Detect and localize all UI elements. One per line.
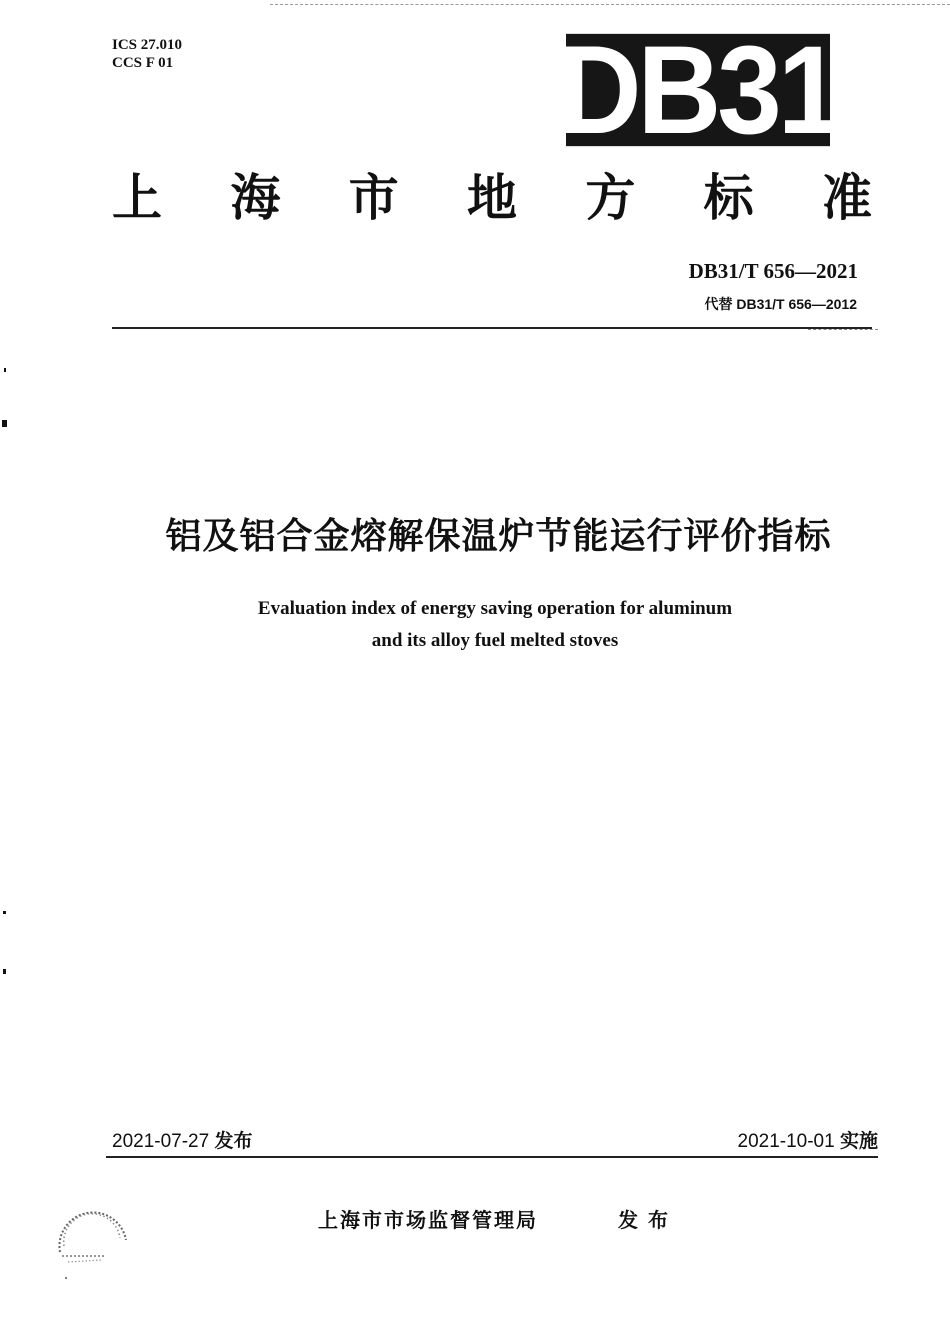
standard-number: DB31/T 656—2021 [688, 259, 858, 283]
ccs-code: CCS F 01 [112, 55, 174, 71]
document-title-en [0, 593, 950, 657]
publish-date: 2021-07-27 [112, 1131, 210, 1152]
scan-speck [4, 368, 6, 372]
publish-label: 发布 [214, 1130, 253, 1152]
standard-type-char: 标 [703, 169, 754, 227]
scan-speck [3, 969, 6, 974]
standard-type-char: 上 [112, 169, 162, 227]
footer-divider [106, 1156, 878, 1158]
ics-code: ICS 27.010 [112, 37, 183, 53]
issuing-authority: 上海市市场监督管理局 [318, 1208, 538, 1232]
document-title-zh: 铝及铝合金熔解保温炉节能运行评价指标 [165, 516, 832, 557]
standard-type-char: 地 [466, 169, 517, 227]
title-en-line-2: and its alloy fuel melted stoves [371, 630, 619, 651]
scan-speck [3, 911, 6, 914]
publish-date-line [112, 1126, 253, 1153]
header-divider [112, 327, 872, 329]
implement-date-line [738, 1126, 879, 1153]
replaces-standard: 代替 DB31/T 656—2012 [704, 296, 857, 312]
standard-type-char: 市 [348, 169, 399, 227]
top-dashed-edge [270, 4, 950, 5]
scan-speck [2, 420, 7, 427]
db31-logo [557, 19, 839, 161]
seal-stamp-icon [48, 1196, 138, 1286]
classification-codes [112, 36, 182, 72]
standard-type-char: 海 [230, 169, 281, 227]
implement-label: 实施 [839, 1130, 878, 1152]
title-en-line-1: Evaluation index of energy saving operation for aluminum [257, 598, 733, 619]
standard-type-char: 方 [585, 169, 636, 227]
db31-logo-text: DB31 [557, 19, 839, 161]
header-divider-tail [808, 329, 878, 330]
standard-type-heading [112, 166, 872, 230]
standard-type-char: 准 [821, 169, 872, 227]
implement-date: 2021-10-01 [737, 1131, 835, 1152]
issue-action: 发布 [618, 1208, 678, 1232]
